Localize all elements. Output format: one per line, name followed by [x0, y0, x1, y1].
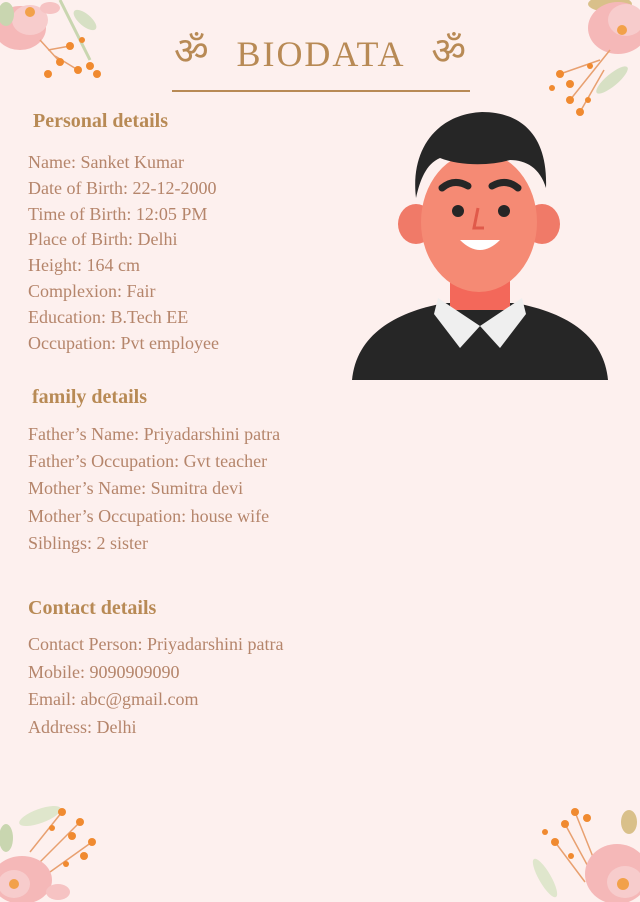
personal-education: Education: B.Tech EE: [28, 306, 189, 327]
family-father-occupation: Father’s Occupation: Gvt teacher: [28, 451, 268, 472]
family-details-list: [28, 421, 280, 557]
family-details-heading: family details: [32, 386, 147, 408]
contact-mobile: Mobile: 9090909090: [28, 661, 180, 682]
personal-complexion: Complexion: Fair: [28, 280, 156, 301]
personal-name: Name: Sanket Kumar: [28, 152, 184, 172]
personal-details-heading: Personal details: [33, 110, 168, 132]
personal-occupation: Occupation: Pvt employee: [28, 332, 219, 353]
avatar: [350, 108, 610, 388]
contact-email: Email: abc@gmail.com: [28, 689, 199, 710]
personal-tob: Time of Birth: 12:05 PM: [28, 203, 208, 224]
personal-pob: Place of Birth: Delhi: [28, 229, 178, 250]
family-mother-name: Mother’s Name: Sumitra devi: [28, 478, 244, 499]
header: [172, 30, 470, 92]
family-siblings: Siblings: 2 sister: [28, 532, 149, 553]
page-title: BIODATA: [236, 34, 406, 74]
om-left-icon: ॐ: [174, 31, 209, 73]
floral-bottom-left-icon: [0, 802, 110, 902]
personal-dob: Date of Birth: 22-12-2000: [28, 177, 217, 198]
om-right-icon: ॐ: [431, 31, 466, 73]
personal-height: Height: 164 cm: [28, 255, 140, 276]
contact-person: Contact Person: Priyadarshini patra: [28, 634, 284, 654]
floral-bottom-right-icon: [525, 802, 640, 902]
contact-details-heading: Contact details: [28, 597, 157, 619]
floral-top-left-icon: [0, 0, 110, 100]
family-mother-occupation: Mother’s Occupation: house wife: [28, 505, 270, 526]
contact-address: Address: Delhi: [28, 716, 137, 737]
family-father-name: Father’s Name: Priyadarshini patra: [28, 424, 281, 444]
floral-top-right-icon: [540, 0, 640, 125]
contact-details-list: [28, 631, 283, 741]
personal-details-list: [28, 150, 219, 356]
